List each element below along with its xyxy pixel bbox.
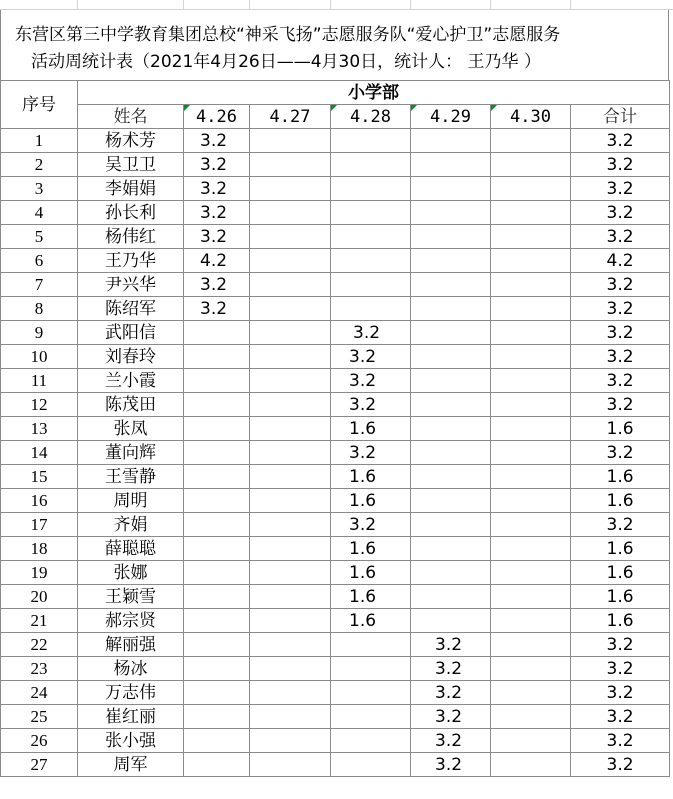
hours-cell[interactable] [331,633,411,657]
row-number-cell[interactable]: 18 [1,537,78,561]
total-cell[interactable]: 3.2 [571,633,670,657]
date-header[interactable] [184,105,250,129]
total-cell[interactable]: 3.2 [571,729,670,753]
hours-cell[interactable] [331,273,411,297]
total-cell[interactable]: 3.2 [571,153,670,177]
total-cell[interactable]: 1.6 [571,417,670,441]
row-number-cell[interactable]: 3 [1,177,78,201]
hours-cell[interactable] [491,489,571,513]
sheet-title [0,10,669,80]
total-cell[interactable]: 1.6 [571,465,670,489]
name-cell[interactable]: 周军 [78,753,184,777]
hours-cell[interactable] [491,393,571,417]
row-number-cell[interactable]: 22 [1,633,78,657]
row-number-cell[interactable]: 10 [1,345,78,369]
comment-marker-icon [411,105,417,111]
hours-cell[interactable]: 3.2 [184,177,250,201]
name-cell[interactable]: 尹兴华 [78,273,184,297]
total-cell[interactable]: 1.6 [571,561,670,585]
hours-cell[interactable] [331,201,411,225]
row-number-cell[interactable]: 26 [1,729,78,753]
name-cell[interactable]: 万志伟 [78,681,184,705]
name-cell[interactable]: 齐娟 [78,513,184,537]
hours-cell[interactable] [411,513,491,537]
total-cell[interactable]: 3.2 [571,129,670,153]
hours-cell[interactable] [184,729,250,753]
hours-cell[interactable] [411,345,491,369]
hours-cell[interactable] [184,657,250,681]
hours-cell[interactable] [184,369,250,393]
name-cell[interactable]: 周明 [78,489,184,513]
row-number-cell[interactable]: 13 [1,417,78,441]
total-cell[interactable]: 3.2 [571,321,670,345]
total-cell[interactable]: 3.2 [571,345,670,369]
hours-cell[interactable] [250,393,331,417]
table-row [1,609,670,633]
hours-cell[interactable]: 1.6 [331,561,411,585]
name-header[interactable]: 姓名 [78,105,184,129]
hours-cell[interactable] [491,705,571,729]
table-row [1,561,670,585]
hours-cell[interactable]: 3.2 [331,369,411,393]
hours-cell[interactable]: 1.6 [331,489,411,513]
hours-cell[interactable] [411,225,491,249]
row-number-cell[interactable]: 14 [1,441,78,465]
total-cell[interactable]: 3.2 [571,681,670,705]
hours-cell[interactable]: 3.2 [184,273,250,297]
hours-cell[interactable] [411,249,491,273]
name-cell[interactable]: 吴卫卫 [78,153,184,177]
total-cell[interactable]: 3.2 [571,705,670,729]
hours-cell[interactable]: 3.2 [184,153,250,177]
hours-cell[interactable] [250,561,331,585]
hours-cell[interactable] [250,609,331,633]
hours-cell[interactable]: 3.2 [331,513,411,537]
hours-cell[interactable]: 3.2 [411,705,491,729]
hours-cell[interactable] [250,129,331,153]
table-row [1,705,670,729]
table-row [1,681,670,705]
row-number-cell[interactable]: 27 [1,753,78,777]
name-cell[interactable]: 陈绍军 [78,297,184,321]
total-cell[interactable]: 3.2 [571,225,670,249]
total-cell[interactable]: 3.2 [571,441,670,465]
row-number-cell[interactable]: 4 [1,201,78,225]
hours-cell[interactable] [250,441,331,465]
hours-cell[interactable] [491,729,571,753]
hours-cell[interactable] [250,513,331,537]
table-row [1,369,670,393]
hours-cell[interactable]: 3.2 [411,753,491,777]
table-row [1,129,670,153]
total-cell[interactable]: 1.6 [571,537,670,561]
seq-header[interactable]: 序号 [1,81,78,129]
hours-cell[interactable] [491,657,571,681]
hours-cell[interactable] [491,537,571,561]
date-header[interactable] [411,105,491,129]
row-number-cell[interactable]: 17 [1,513,78,537]
date-header-label: 4.29 [430,106,471,127]
total-cell[interactable]: 1.6 [571,609,670,633]
hours-cell[interactable] [250,177,331,201]
row-number-cell[interactable]: 6 [1,249,78,273]
hours-cell[interactable] [250,345,331,369]
row-number-cell[interactable]: 19 [1,561,78,585]
hours-cell[interactable] [331,177,411,201]
row-number-cell[interactable]: 21 [1,609,78,633]
row-number-cell[interactable]: 20 [1,585,78,609]
spreadsheet-grid-strip [0,0,673,10]
table-row [1,153,670,177]
hours-cell[interactable] [184,489,250,513]
hours-cell[interactable] [184,705,250,729]
name-cell[interactable]: 武阳信 [78,321,184,345]
table-row [1,273,670,297]
table-row [1,225,670,249]
total-cell[interactable]: 4.2 [571,249,670,273]
table-row [1,417,670,441]
hours-cell[interactable] [250,705,331,729]
hours-cell[interactable] [411,177,491,201]
hours-cell[interactable] [491,201,571,225]
hours-cell[interactable] [184,513,250,537]
hours-cell[interactable] [411,489,491,513]
hours-cell[interactable] [491,513,571,537]
total-cell[interactable]: 3.2 [571,393,670,417]
date-header-label: 4.27 [269,106,311,127]
name-cell[interactable]: 王雪静 [78,465,184,489]
name-cell[interactable]: 王乃华 [78,249,184,273]
hours-cell[interactable]: 1.6 [331,585,411,609]
hours-cell[interactable] [491,273,571,297]
hours-cell[interactable] [250,465,331,489]
hours-cell[interactable] [250,321,331,345]
hours-cell[interactable] [411,561,491,585]
hours-cell[interactable] [491,441,571,465]
row-number-cell[interactable]: 25 [1,705,78,729]
hours-cell[interactable] [331,657,411,681]
hours-cell[interactable] [411,441,491,465]
row-number-cell[interactable]: 11 [1,369,78,393]
table-row [1,537,670,561]
hours-cell[interactable] [250,681,331,705]
comment-marker-icon [331,105,337,111]
stats-table [0,80,670,777]
table-row [1,393,670,417]
hours-cell[interactable] [491,153,571,177]
name-cell[interactable]: 张娜 [78,561,184,585]
hours-cell[interactable] [331,705,411,729]
date-header[interactable] [250,105,331,129]
hours-cell[interactable] [411,201,491,225]
name-cell[interactable]: 郝宗贤 [78,609,184,633]
hours-cell[interactable]: 3.2 [411,729,491,753]
total-cell[interactable]: 1.6 [571,489,670,513]
name-cell[interactable]: 解丽强 [78,633,184,657]
name-cell[interactable]: 李娟娟 [78,177,184,201]
table-row [1,297,670,321]
hours-cell[interactable] [491,585,571,609]
row-number-cell[interactable]: 5 [1,225,78,249]
school-header[interactable]: 小学部 [78,81,670,105]
row-number-cell[interactable]: 23 [1,657,78,681]
hours-cell[interactable] [331,129,411,153]
name-cell[interactable]: 张凤 [78,417,184,441]
table-row [1,201,670,225]
hours-cell[interactable] [411,297,491,321]
hours-cell[interactable] [250,417,331,441]
hours-cell[interactable] [184,441,250,465]
hours-cell[interactable] [184,681,250,705]
total-cell[interactable]: 3.2 [571,177,670,201]
hours-cell[interactable] [250,225,331,249]
title-line-1: 东营区第三中学教育集团总校“神采飞扬”志愿服务队“爱心护卫”志愿服务 [15,25,561,45]
hours-cell[interactable] [184,537,250,561]
hours-cell[interactable] [184,753,250,777]
hours-cell[interactable] [491,249,571,273]
hours-cell[interactable] [491,561,571,585]
name-cell[interactable]: 薛聪聪 [78,537,184,561]
hours-cell[interactable] [491,681,571,705]
hours-cell[interactable]: 4.2 [184,249,250,273]
hours-cell[interactable] [184,417,250,441]
hours-cell[interactable] [184,393,250,417]
date-header[interactable] [491,105,571,129]
total-cell[interactable]: 3.2 [571,513,670,537]
hours-cell[interactable] [411,129,491,153]
hours-cell[interactable] [491,609,571,633]
name-cell[interactable]: 兰小霞 [78,369,184,393]
hours-cell[interactable] [491,297,571,321]
hours-cell[interactable] [250,537,331,561]
total-cell[interactable]: 3.2 [571,273,670,297]
hours-cell[interactable] [411,537,491,561]
hours-cell[interactable] [411,321,491,345]
table-row [1,633,670,657]
date-header-label: 4.30 [510,106,551,127]
hours-cell[interactable] [491,225,571,249]
hours-cell[interactable] [184,585,250,609]
hours-cell[interactable]: 3.2 [184,201,250,225]
table-row [1,513,670,537]
hours-cell[interactable] [331,297,411,321]
row-number-cell[interactable]: 2 [1,153,78,177]
hours-cell[interactable]: 3.2 [331,441,411,465]
hours-cell[interactable] [331,249,411,273]
table-row [1,345,670,369]
hours-cell[interactable]: 3.2 [411,633,491,657]
hours-cell[interactable] [184,609,250,633]
total-cell[interactable]: 3.2 [571,297,670,321]
name-cell[interactable]: 张小强 [78,729,184,753]
name-cell[interactable]: 刘春玲 [78,345,184,369]
table-row [1,465,670,489]
hours-cell[interactable] [331,729,411,753]
comment-marker-icon [491,105,497,111]
hours-cell[interactable] [331,225,411,249]
row-number-cell[interactable]: 8 [1,297,78,321]
hours-cell[interactable] [411,153,491,177]
hours-cell[interactable] [411,369,491,393]
row-number-cell[interactable]: 9 [1,321,78,345]
hours-cell[interactable] [250,369,331,393]
hours-cell[interactable] [250,201,331,225]
row-number-cell[interactable]: 16 [1,489,78,513]
hours-cell[interactable] [184,321,250,345]
hours-cell[interactable] [491,465,571,489]
hours-cell[interactable] [331,753,411,777]
hours-cell[interactable] [491,369,571,393]
hours-cell[interactable]: 3.2 [331,321,411,345]
hours-cell[interactable]: 3.2 [184,225,250,249]
table-row [1,729,670,753]
row-number-cell[interactable]: 1 [1,129,78,153]
total-cell[interactable]: 3.2 [571,657,670,681]
total-cell[interactable]: 3.2 [571,753,670,777]
hours-cell[interactable] [250,249,331,273]
hours-cell[interactable] [250,657,331,681]
hours-cell[interactable]: 3.2 [184,129,250,153]
comment-marker-icon [184,105,190,111]
hours-cell[interactable] [184,633,250,657]
table-row [1,657,670,681]
row-number-cell[interactable]: 15 [1,465,78,489]
hours-cell[interactable] [411,393,491,417]
total-cell[interactable]: 3.2 [571,201,670,225]
hours-cell[interactable] [331,681,411,705]
hours-cell[interactable] [491,129,571,153]
name-cell[interactable]: 王颖雪 [78,585,184,609]
hours-cell[interactable] [331,153,411,177]
table-row [1,249,670,273]
hours-cell[interactable] [491,633,571,657]
table-row [1,585,670,609]
hours-cell[interactable]: 3.2 [184,297,250,321]
hours-cell[interactable] [491,345,571,369]
hours-cell[interactable] [411,585,491,609]
row-number-cell[interactable]: 12 [1,393,78,417]
hours-cell[interactable] [411,417,491,441]
name-cell[interactable]: 崔红丽 [78,705,184,729]
title-line-2: 活动周统计表（2021年4月26日——4月30日，统计人： 王乃华 ） [31,52,541,72]
row-number-cell[interactable]: 7 [1,273,78,297]
hours-cell[interactable]: 3.2 [411,681,491,705]
row-number-cell[interactable]: 24 [1,681,78,705]
hours-cell[interactable]: 1.6 [331,609,411,633]
table-row [1,177,670,201]
date-header-label: 4.26 [196,106,237,127]
hours-cell[interactable]: 1.6 [331,537,411,561]
hours-cell[interactable] [491,177,571,201]
hours-cell[interactable] [250,729,331,753]
total-cell[interactable]: 1.6 [571,585,670,609]
name-cell[interactable]: 陈茂田 [78,393,184,417]
header-row-columns [1,105,670,129]
hours-cell[interactable]: 3.2 [331,393,411,417]
name-cell[interactable]: 董向辉 [78,441,184,465]
hours-cell[interactable] [491,753,571,777]
name-cell[interactable]: 杨伟红 [78,225,184,249]
table-row [1,753,670,777]
name-cell[interactable]: 杨冰 [78,657,184,681]
date-header-label: 4.28 [350,106,391,127]
hours-cell[interactable] [184,465,250,489]
hours-cell[interactable] [250,297,331,321]
hours-cell[interactable] [491,417,571,441]
hours-cell[interactable] [184,561,250,585]
header-row-school [1,81,670,105]
hours-cell[interactable] [411,609,491,633]
hours-cell[interactable] [411,273,491,297]
hours-cell[interactable] [250,753,331,777]
total-header[interactable]: 合计 [571,105,670,129]
hours-cell[interactable] [250,489,331,513]
hours-cell[interactable] [184,345,250,369]
hours-cell[interactable]: 1.6 [331,465,411,489]
table-row [1,489,670,513]
hours-cell[interactable] [250,153,331,177]
table-row [1,321,670,345]
hours-cell[interactable]: 1.6 [331,417,411,441]
hours-cell[interactable] [250,633,331,657]
hours-cell[interactable]: 3.2 [331,345,411,369]
date-header[interactable] [331,105,411,129]
name-cell[interactable]: 杨术芳 [78,129,184,153]
hours-cell[interactable] [491,321,571,345]
hours-cell[interactable] [250,585,331,609]
total-cell[interactable]: 3.2 [571,369,670,393]
name-cell[interactable]: 孙长利 [78,201,184,225]
hours-cell[interactable]: 3.2 [411,657,491,681]
hours-cell[interactable] [250,273,331,297]
hours-cell[interactable] [411,465,491,489]
table-row [1,441,670,465]
